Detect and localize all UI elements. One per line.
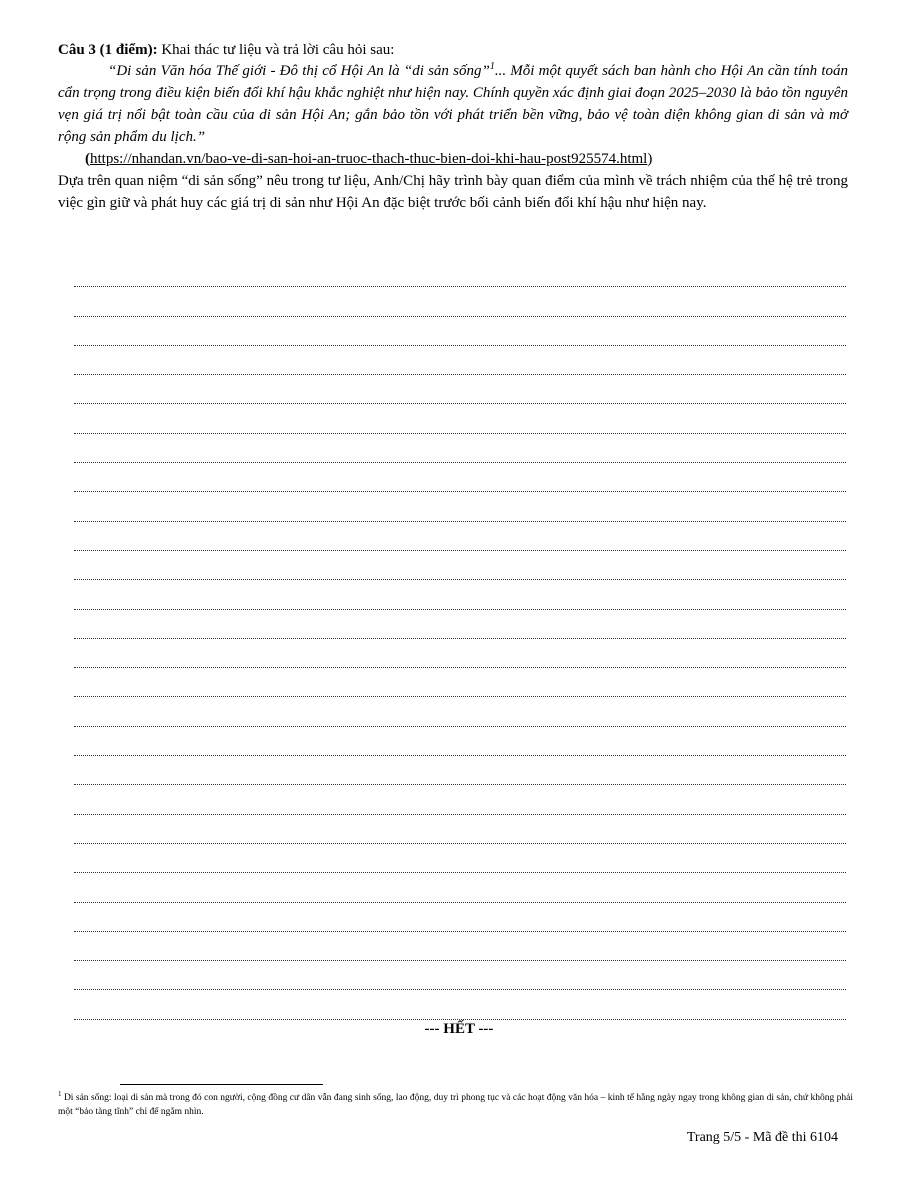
end-marker: --- HẾT --- <box>424 1021 494 1037</box>
footnote-divider <box>120 1084 323 1085</box>
answer-line[interactable] <box>74 795 846 824</box>
answer-line[interactable] <box>74 444 846 473</box>
answer-line[interactable] <box>74 678 846 707</box>
answer-line[interactable] <box>74 590 846 619</box>
question-label: Câu 3 (1 điểm): <box>58 42 158 58</box>
page-footer: Trang 5/5 - Mã đề thi 6104 <box>686 1130 838 1145</box>
answer-area[interactable] <box>74 268 846 1030</box>
answer-line[interactable] <box>74 414 846 443</box>
quote-part-1: “Di sản Văn hóa Thế giới - Đô thị cổ Hội An là “di sản sống” <box>108 63 490 79</box>
footnote-text: Di sản sống: loại di sản mà trong đó con người, cộng đồng cư dân vẫn đang sinh sống, lao động, duy trì phong tục và các hoạt động văn hóa – kinh tế hằng ngày ngay trong không gian di sản, chứ không phải một “bảo tàng tĩnh” chỉ để ngắm nhìn. <box>58 1093 853 1117</box>
answer-line[interactable] <box>74 356 846 385</box>
source-citation <box>58 148 848 170</box>
answer-line[interactable] <box>74 561 846 590</box>
footnote-reference: 1 <box>489 61 495 72</box>
quote-text <box>58 60 848 148</box>
quote-part-2: ... Mỗi một quyết sách ban hành cho Hội An cần tính toán cẩn trọng trong điều kiện biến đổi khí hậu khắc nghiệt như hiện nay. Chính quyền xác định giai đoạn 2025–2030 là bảo tồn nguyên vẹn giá trị nổi bật toàn cầu của di sản Hội An; gắn bảo tồn với phát triển bền vững, bảo vệ toàn diện không gian di sản và mở rộng sản phẩm du lịch.” <box>58 63 848 145</box>
answer-line[interactable] <box>74 473 846 502</box>
answer-line[interactable] <box>74 297 846 326</box>
source-close-paren: ) <box>647 151 653 167</box>
answer-line[interactable] <box>74 327 846 356</box>
answer-line[interactable] <box>74 913 846 942</box>
answer-line[interactable] <box>74 942 846 971</box>
question-prompt: Dựa trên quan niệm “di sản sống” nêu trong tư liệu, Anh/Chị hãy trình bày quan điểm của mình về trách nhiệm của thế hệ trẻ trong việc gìn giữ và phát huy các giá trị di sản như Hội An đặc biệt trước bối cảnh biến đổi khí hậu như hiện nay. <box>58 173 848 211</box>
answer-line[interactable] <box>74 649 846 678</box>
question-block <box>58 40 848 214</box>
answer-line[interactable] <box>74 620 846 649</box>
answer-line[interactable] <box>74 854 846 883</box>
answer-line[interactable] <box>74 766 846 795</box>
answer-line[interactable] <box>74 737 846 766</box>
answer-line[interactable] <box>74 268 846 297</box>
footnote <box>58 1091 853 1119</box>
answer-line[interactable] <box>74 502 846 531</box>
footnote-mark: 1 <box>58 1089 62 1098</box>
answer-line[interactable] <box>74 883 846 912</box>
question-instruction: Khai thác tư liệu và trả lời câu hỏi sau: <box>157 42 395 58</box>
answer-line[interactable] <box>74 707 846 736</box>
source-link[interactable]: https://nhandan.vn/bao-ve-di-san-hoi-an-truoc-thach-thuc-bien-doi-khi-hau-post925574.html <box>90 151 648 167</box>
answer-line[interactable] <box>74 971 846 1000</box>
answer-line[interactable] <box>74 385 846 414</box>
source-open-paren: ( <box>85 151 90 167</box>
answer-line[interactable] <box>74 532 846 561</box>
question-header <box>58 40 848 60</box>
answer-line[interactable] <box>74 825 846 854</box>
